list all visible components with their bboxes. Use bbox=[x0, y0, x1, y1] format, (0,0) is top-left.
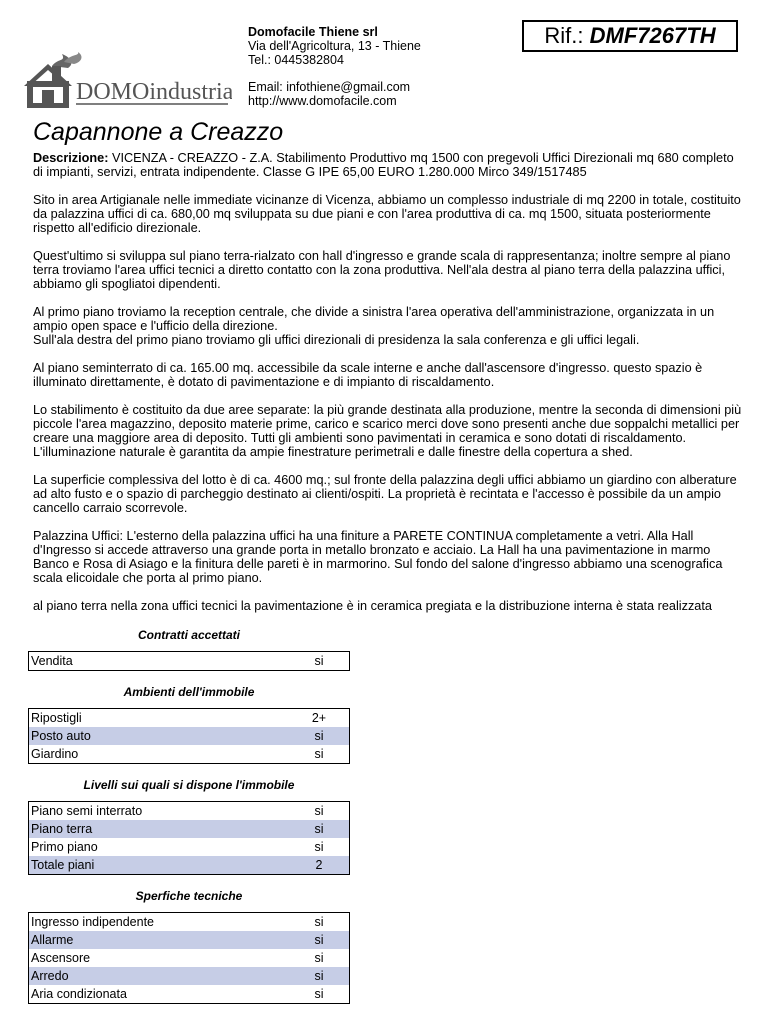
row-label: Piano semi interrato bbox=[31, 804, 143, 818]
table-row bbox=[29, 745, 350, 764]
spec-table bbox=[28, 708, 350, 764]
table-row bbox=[29, 967, 350, 985]
row-value: 2+ bbox=[311, 711, 327, 725]
table-row bbox=[29, 802, 350, 821]
svg-text:DOMOindustria: DOMOindustria bbox=[76, 79, 232, 105]
table-row bbox=[29, 838, 350, 856]
description-label: Descrizione: bbox=[33, 151, 109, 165]
row-label: Primo piano bbox=[31, 840, 98, 854]
description-paragraph: Al primo piano troviamo la reception centrale, che divide a sinistra l'area operativa dell'amministrazione, organizzata in un ampio open space e l'ufficio della direzione. Sull'ala destra del primo piano troviamo gli uffici direzionali di presidenza la sala conferenza e gli uffici legali. bbox=[33, 305, 715, 347]
description-paragraph: Quest'ultimo si sviluppa sul piano terra-rialzato con hall d'ingresso e grande scala di rappresentanza; inoltre sempre al piano terra troviamo l'area uffici tecnici a diretto contatto con la zona produttiva. Nell'ala destra al piano terra della palazzina uffici, abbiamo gli spogliatoi dipendenti. bbox=[33, 249, 731, 291]
agency-address: Via dell'Agricoltura, 13 - Thiene bbox=[248, 39, 421, 53]
factory-logo-icon bbox=[22, 52, 232, 108]
row-label: Vendita bbox=[31, 654, 73, 668]
row-value: si bbox=[314, 915, 324, 929]
table-row bbox=[29, 652, 350, 671]
row-value: si bbox=[289, 820, 350, 838]
section-title: Livelli sui quali si dispone l'immobile bbox=[83, 778, 295, 792]
agency-contact bbox=[248, 80, 410, 108]
listing-description bbox=[33, 151, 745, 627]
row-value: si bbox=[314, 804, 324, 818]
section-title: Sperfiche tecniche bbox=[135, 889, 243, 903]
row-value: si bbox=[314, 747, 324, 761]
agency-name: Domofacile Thiene srl bbox=[248, 25, 378, 39]
table-row bbox=[29, 709, 350, 728]
row-value: si bbox=[314, 840, 324, 854]
company-logo bbox=[22, 52, 232, 108]
agency-phone: Tel.: 0445382804 bbox=[248, 53, 344, 67]
row-label: Giardino bbox=[31, 747, 79, 761]
row-value: si bbox=[314, 654, 324, 668]
reference-box bbox=[522, 20, 738, 52]
section-title: Contratti accettati bbox=[137, 628, 241, 642]
spec-table bbox=[28, 801, 350, 875]
row-value: si bbox=[289, 931, 350, 949]
spec-table bbox=[28, 651, 350, 671]
table-row bbox=[29, 913, 350, 932]
description-paragraph: Al piano seminterrato di ca. 165.00 mq. accessibile da scale interne e anche dall'ascensore d'ingresso. questo spazio è illuminato direttamente, è dotato di pavimentazione e di impianto di riscaldamento. bbox=[33, 361, 703, 389]
description-paragraph: Lo stabilimento è costituito da due aree separate: la più grande destinata alla produzione, mentre la seconda di dimensioni più piccole l'area magazzino, deposito materie prime, carico e scarico merci dove sono presenti anche due soppalchi metallici per creare una maggiore area di deposito. Tutti gli ambienti sono pavimentati in ceramica e sono dotati di riscaldamento. L'illuminazione naturale è garantita da ampie finestrature perimetrali e dalle finestre della copertura a shed. bbox=[33, 403, 742, 459]
section-levels bbox=[28, 778, 350, 875]
row-value: si bbox=[314, 951, 324, 965]
row-label: Ingresso indipendente bbox=[31, 915, 155, 929]
row-label: Allarme bbox=[29, 931, 290, 949]
row-value: si bbox=[289, 967, 350, 985]
description-paragraph: La superficie complessiva del lotto è di ca. 4600 mq.; sul fronte della palazzina degli uffici abbiamo un giardino con alberature ad alto fusto e o spazio di parcheggio destinato ai clienti/ospiti. La proprietà è recintata e l'accesso è possibile da un ampio cancello carraio scorrevole. bbox=[33, 473, 737, 515]
row-label: Ascensore bbox=[31, 951, 91, 965]
section-title: Ambienti dell'immobile bbox=[123, 685, 255, 699]
reference-code: DMF7267TH bbox=[589, 23, 716, 48]
description-paragraph: Descrizione: VICENZA - CREAZZO - Z.A. Stabilimento Produttivo mq 1500 con pregevoli Uffici Direzionali mq 680 completo di impianti, servizi, entrata indipendente. Classe G IPE 65,00 EURO 1.280.000 Mirco 349/1517485 bbox=[33, 151, 734, 179]
row-value: 2 bbox=[289, 856, 350, 875]
row-label: Aria condizionata bbox=[31, 987, 127, 1001]
row-label: Arredo bbox=[29, 967, 290, 985]
table-row bbox=[29, 820, 350, 838]
description-paragraph: al piano terra nella zona uffici tecnici la pavimentazione è in ceramica pregiata e la distribuzione interna è stata realizzata bbox=[33, 599, 712, 613]
row-value: si bbox=[289, 727, 350, 745]
row-label: Totale piani bbox=[29, 856, 290, 875]
agency-email[interactable]: Email: infothiene@gmail.com bbox=[248, 80, 411, 94]
description-paragraph: Palazzina Uffici: L'esterno della palazzina uffici ha una finiture a PARETE CONTINUA completamente a vetri. Alla Hall d'Ingresso si accede attraverso una grande porta in metallo bronzato e acciaio. La Hall ha una pavimentazione in marmo Banco e Rosa di Asiago e la finitura delle pareti è in marmorino. Sul fondo del salone d'ingresso abbiamo una scenografica scala elicoidale che porta al primo piano. bbox=[33, 529, 723, 585]
agency-info bbox=[248, 25, 421, 67]
table-row bbox=[29, 856, 350, 875]
table-row bbox=[29, 727, 350, 745]
table-row bbox=[29, 931, 350, 949]
row-label: Piano terra bbox=[29, 820, 290, 838]
section-contracts bbox=[28, 628, 350, 671]
row-label: Ripostigli bbox=[31, 711, 82, 725]
spec-table bbox=[28, 912, 350, 1004]
feature-sections bbox=[28, 628, 350, 1018]
agency-website[interactable]: http://www.domofacile.com bbox=[248, 94, 397, 108]
description-paragraph: Sito in area Artigianale nelle immediate vicinanze di Vicenza, abbiamo un complesso industriale di mq 2200 in totale, costituito da palazzina uffici di ca. 680,00 mq sviluppata su due piani e con l'area produttiva di ca. mq 1500, situata posteriormente rispetto all'edificio direzionale. bbox=[33, 193, 741, 235]
section-rooms bbox=[28, 685, 350, 764]
table-row bbox=[29, 985, 350, 1004]
section-technical bbox=[28, 889, 350, 1004]
row-value: si bbox=[314, 987, 324, 1001]
row-label: Posto auto bbox=[29, 727, 290, 745]
table-row bbox=[29, 949, 350, 967]
listing-title: Capannone a Creazzo bbox=[33, 118, 284, 146]
reference-label: Rif.: bbox=[544, 23, 584, 48]
